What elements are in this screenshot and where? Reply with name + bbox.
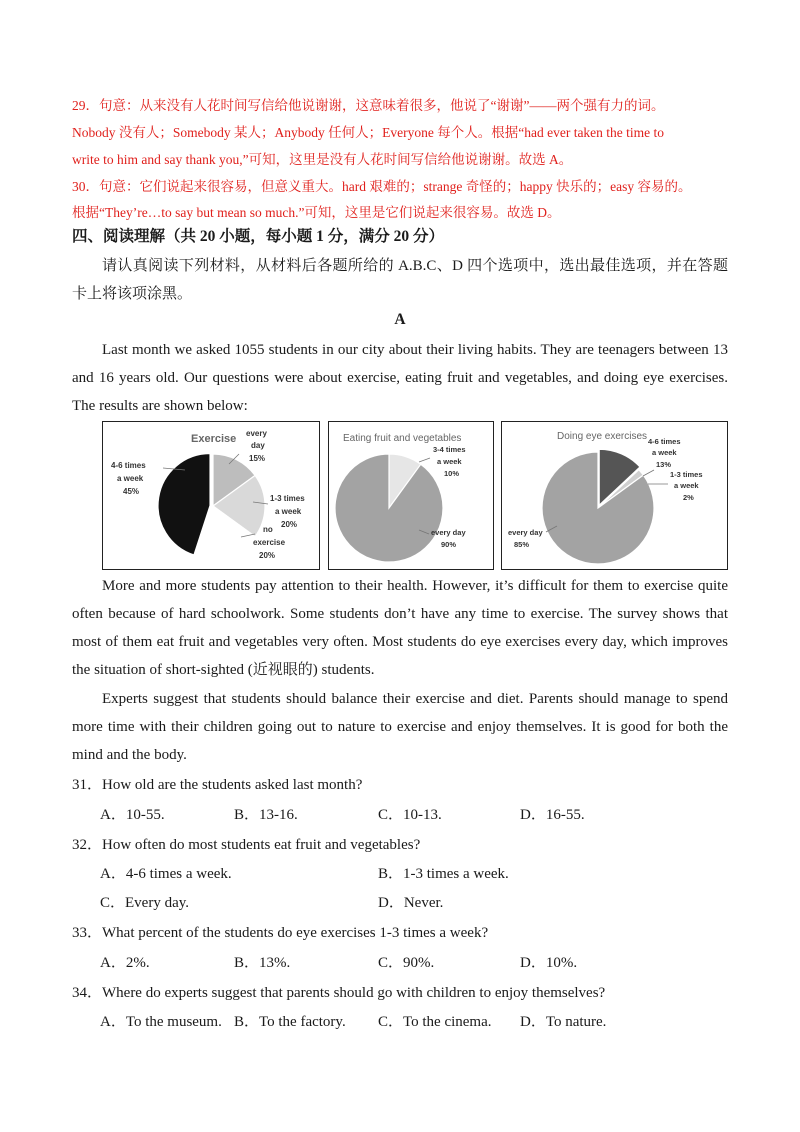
question-31-stem: 31．How old are the students asked last month? [72, 777, 363, 793]
data-label: 3-4 times [433, 445, 466, 454]
question-34-stem: 34．Where do experts suggest that parents should go with children to enjoy themselves? [72, 985, 606, 1001]
chart-title: Exercise [191, 433, 237, 445]
fruit-pie-chart [329, 422, 495, 571]
fruit-pie-slices [335, 454, 443, 562]
data-label: 90% [441, 540, 457, 549]
exercise-pie-chart [103, 422, 321, 571]
section-instruction: 请认真阅读下列材料，从材料后各题所给的 A.B.C、D 四个选项中，选出最佳选项，并在答题卡上将该项涂黑。 [72, 258, 728, 302]
eye-exercise-chart-panel [501, 421, 728, 570]
data-label: a week [275, 507, 302, 516]
data-label: a week [674, 481, 699, 490]
section-title: 四、阅读理解（共 20 小题，每小题 1 分，满分 20 分） [72, 228, 445, 245]
question-34-option-c[interactable]: C．To the cinema. [378, 1014, 492, 1030]
data-label: 10% [444, 469, 460, 478]
data-label: exercise [253, 538, 286, 547]
answer-line-29: 29．句意：从来没有人花时间写信给他说谢谢，这意味着很多，他说了“谢谢”——两个强有力的词。 [72, 98, 665, 113]
question-32-option-c[interactable]: C．Every day. [100, 895, 190, 911]
chart-title: Eating fruit and vegetables [343, 433, 462, 444]
data-label: every day [508, 528, 543, 537]
passage-label: A [394, 311, 406, 328]
answer-line-30: 30．句意：它们说起来很容易，但意义重大。hard 艰难的；strange 奇怪的；happy 快乐的；easy 容易的。 [72, 179, 692, 194]
question-34-option-a[interactable]: A．To the museum. [100, 1014, 222, 1030]
question-33-option-a[interactable]: A．2%. [100, 955, 150, 971]
data-label: 13% [656, 460, 672, 469]
pie-slice-every-day [335, 454, 443, 562]
eye-exercise-pie-slices [542, 449, 654, 564]
data-label: a week [652, 448, 677, 457]
exercise-chart-panel [102, 421, 320, 570]
data-label: 20% [259, 551, 276, 560]
data-label: day [251, 441, 265, 450]
data-label: no [263, 525, 273, 534]
data-label: a week [117, 474, 144, 483]
answer-line-29-vocab: Nobody 没有人；Somebody 某人；Anybody 任何人；Everyone 每个人。根据“had ever taken the time to [72, 125, 665, 140]
data-label: 45% [123, 487, 140, 496]
eye-exercise-pie-chart [502, 422, 729, 571]
data-label: 2% [683, 493, 694, 502]
answer-line-30-conclusion: 根据“They’re…to say but mean so much.”可知，这里是它们说起来很容易。故选 D。 [72, 205, 561, 220]
data-label: every [246, 429, 267, 438]
question-32-option-b[interactable]: B．1-3 times a week. [378, 866, 509, 882]
question-33-option-b[interactable]: B．13%. [234, 955, 291, 971]
question-31-option-c[interactable]: C．10-13. [378, 807, 442, 823]
question-31-option-b[interactable]: B．13-16. [234, 807, 298, 823]
fruit-chart-panel [328, 421, 494, 570]
question-31-option-d[interactable]: D．16-55. [520, 807, 585, 823]
chart-title: Doing eye exercises [557, 431, 648, 442]
question-31-option-a[interactable]: A．10-55. [100, 807, 165, 823]
question-33-option-d[interactable]: D．10%. [520, 955, 578, 971]
passage-paragraph-3: Experts suggest that students should balance their exercise and diet. Parents should manage to spend more time with their children going out to nature to exercise and enjoy themselves. It is good for both the mind and the body. [72, 691, 728, 763]
passage-paragraph-2: More and more students pay attention to their health. However, it’s difficult for them to exercise quite often because of hard schoolwork. Some students don’t have any time to exercise. The survey shows that most of them eat fruit and vegetables very often. Most students do eye exercises every day, which improves the situation of short-sighted (近视眼的) students. [72, 578, 728, 678]
question-33-stem: 33．What percent of the students do eye exercises 1-3 times a week? [72, 925, 489, 941]
answer-line-29-conclusion: write to him and say thank you,”可知，这里是没有人花时间写信给他说谢谢。故选 A。 [72, 152, 573, 167]
data-label: 4-6 times [111, 461, 146, 470]
data-label: 15% [249, 454, 266, 463]
question-34-option-d[interactable]: D．To nature. [520, 1014, 607, 1030]
data-label: 4-6 times [648, 437, 681, 446]
data-label: 85% [514, 540, 530, 549]
data-label: 1-3 times [270, 494, 305, 503]
data-label: a week [437, 457, 462, 466]
question-34-option-b[interactable]: B．To the factory. [234, 1014, 346, 1030]
data-label: 1-3 times [670, 470, 703, 479]
question-33-option-c[interactable]: C．90%. [378, 955, 435, 971]
question-32-stem: 32．How often do most students eat fruit and vegetables? [72, 837, 421, 853]
question-32-option-a[interactable]: A．4-6 times a week. [100, 866, 232, 882]
data-label: every day [431, 528, 466, 537]
question-32-option-d[interactable]: D．Never. [378, 895, 444, 911]
data-label: 20% [281, 520, 298, 529]
passage-paragraph-1: Last month we asked 1055 students in our city about their living habits. They are teenagers between 13 and 16 years old. Our questions were about exercise, eating fruit and vegetables, and doing eye exercises. The results are shown below: [72, 342, 728, 414]
